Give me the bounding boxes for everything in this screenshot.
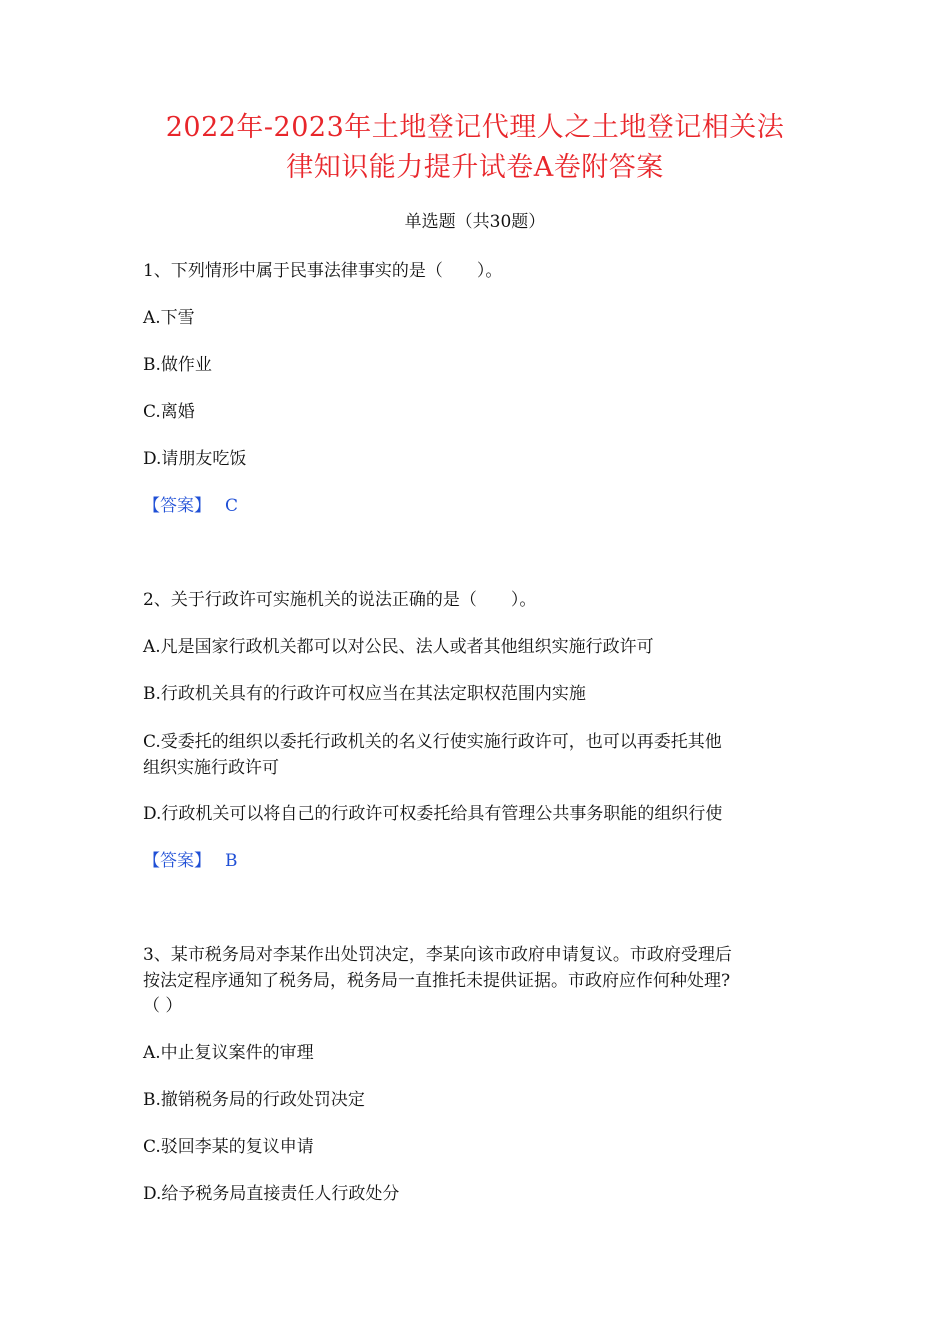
- question-1-option-d: D.请朋友吃饭: [143, 449, 247, 469]
- title-line-2: 律知识能力提升试卷A卷附答案: [286, 152, 664, 183]
- title-line-1: 2022年-2023年土地登记代理人之土地登记相关法: [165, 112, 785, 143]
- question-2-option-d: D.行政机关可以将自己的行政许可权委托给具有管理公共事务职能的组织行使: [143, 804, 723, 824]
- answer-label: 【答案】: [143, 496, 211, 516]
- question-3-option-c: C.驳回李某的复议申请: [143, 1137, 314, 1157]
- question-3-option-d: D.给予税务局直接责任人行政处分: [143, 1184, 400, 1204]
- question-3-option-b: B.撤销税务局的行政处罚决定: [143, 1090, 365, 1110]
- question-1-option-b: B.做作业: [143, 355, 212, 375]
- question-3-stem-line-1: 3、某市税务局对李某作出处罚决定，李某向该市政府申请复议。市政府受理后: [143, 945, 732, 965]
- document-title: [120, 108, 830, 188]
- question-3-stem-line-2: 按法定程序通知了税务局，税务局一直推托未提供证据。市政府应作何种处理?: [143, 971, 731, 991]
- question-1-option-c: C.离婚: [143, 402, 195, 422]
- question-2-option-c-continued: 组织实施行政许可: [143, 758, 279, 778]
- question-3-option-a: A.中止复议案件的审理: [143, 1043, 314, 1063]
- answer-value: B: [225, 851, 238, 871]
- question-2-stem: 2、关于行政许可实施机关的说法正确的是（ ）。: [143, 590, 537, 610]
- question-1-answer: [143, 493, 823, 519]
- question-1-stem: 1、下列情形中属于民事法律事实的是（ ）。: [143, 261, 503, 281]
- question-2-option-a: A.凡是国家行政机关都可以对公民、法人或者其他组织实施行政许可: [143, 637, 654, 657]
- question-3-stem-line-3: （ ）: [143, 996, 183, 1016]
- question-2-option-c: C.受委托的组织以委托行政机关的名义行使实施行政许可，也可以再委托其他: [143, 732, 722, 752]
- section-heading: 单选题（共30题）: [404, 212, 546, 232]
- answer-value: C: [225, 496, 239, 516]
- question-2-option-b: B.行政机关具有的行政许可权应当在其法定职权范围内实施: [143, 684, 586, 704]
- answer-label: 【答案】: [143, 851, 211, 871]
- question-1-option-a: A.下雪: [143, 308, 195, 328]
- question-2-answer: [143, 848, 823, 874]
